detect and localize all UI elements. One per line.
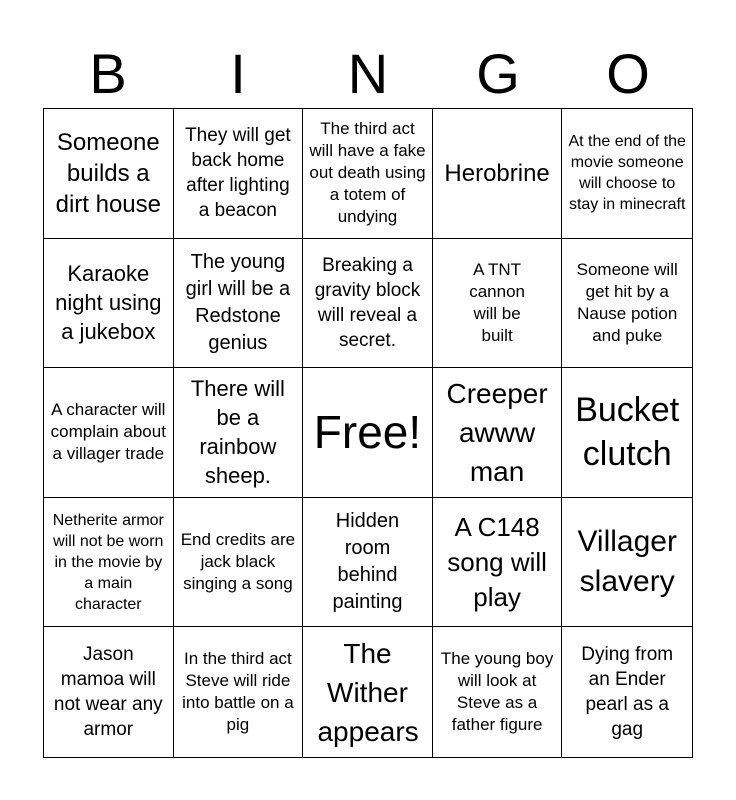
header-letter-g: G [476,42,520,105]
cell-text: At the end of the movie someone will choose to stay in minecraft [568,133,686,214]
header-letter-n: N [347,42,389,105]
cell-text: There will be a rainbow sheep. [190,376,285,489]
cell-text: Karaoke night using a jukebox [55,261,162,345]
cell-text: The young boy will look at Steve as a father figure [440,649,554,735]
cell-text: Netherite armor will not be worn in the movie by a main character [52,511,164,613]
header-letter-i: I [230,42,246,105]
bingo-cell-r2c3[interactable] [303,239,433,369]
cell-text: Someone builds a dirt house [55,128,161,218]
cell-text: A character will complain about a villager trade [50,400,166,464]
bingo-cell-r1c3[interactable] [303,109,433,239]
cell-text: Herobrine [444,159,550,187]
cell-text: Hidden room behind painting [332,510,403,614]
cell-text: Breaking a gravity block will reveal a secret. [314,254,421,351]
bingo-cell-r3c1[interactable] [44,368,174,498]
bingo-cell-r2c1[interactable] [44,239,174,369]
bingo-cell-r2c2[interactable] [174,239,304,369]
bingo-header [43,40,693,108]
bingo-cell-r3c2[interactable] [174,368,304,498]
cell-text: Villager slavery [577,525,677,599]
bingo-cell-r4c4[interactable] [433,498,563,628]
bingo-cell-r2c4[interactable] [433,239,563,369]
bingo-cell-r5c1[interactable] [44,627,174,757]
bingo-board [43,108,693,758]
bingo-cell-r3c3[interactable] [303,368,433,498]
cell-text: In the third act Steve will ride into battle on a pig [182,649,294,735]
bingo-cell-r3c4[interactable] [433,368,563,498]
header-letter-o: O [606,42,650,105]
cell-text: Jason mamoa will not wear any armor [53,644,163,741]
cell-text: Free! [313,406,422,459]
bingo-cell-r5c4[interactable] [433,627,563,757]
cell-text: Dying from an Ender pearl as a gag [581,644,674,741]
cell-text: A TNT cannon will be built [469,259,525,345]
cell-text: End credits are jack black singing a song [180,530,296,594]
bingo-cell-r1c4[interactable] [433,109,563,239]
bingo-cell-r5c5[interactable] [562,627,692,757]
bingo-cell-r5c3[interactable] [303,627,433,757]
bingo-cell-r1c2[interactable] [174,109,304,239]
bingo-cell-r4c1[interactable] [44,498,174,628]
cell-text: A C148 song will play [447,511,547,612]
bingo-cell-r2c5[interactable] [562,239,692,369]
cell-text: The young girl will be a Redstone genius [185,250,291,354]
bingo-cell-r5c2[interactable] [174,627,304,757]
cell-text: Bucket clutch [575,391,680,474]
cell-text: The third act will have a fake out death using a totem of undying [309,119,426,227]
cell-text: They will get back home after lighting a beacon [185,125,291,222]
bingo-cell-r4c5[interactable] [562,498,692,628]
bingo-cell-r1c1[interactable] [44,109,174,239]
bingo-cell-r1c5[interactable] [562,109,692,239]
bingo-cell-r4c2[interactable] [174,498,304,628]
header-letter-b: B [89,42,127,105]
bingo-cell-r3c5[interactable] [562,368,692,498]
cell-text: Someone will get hit by a Nause potion and puke [576,259,678,345]
cell-text: Creeper awww man [446,377,548,487]
cell-text: The Wither appears [317,637,419,747]
bingo-cell-r4c3[interactable] [303,498,433,628]
